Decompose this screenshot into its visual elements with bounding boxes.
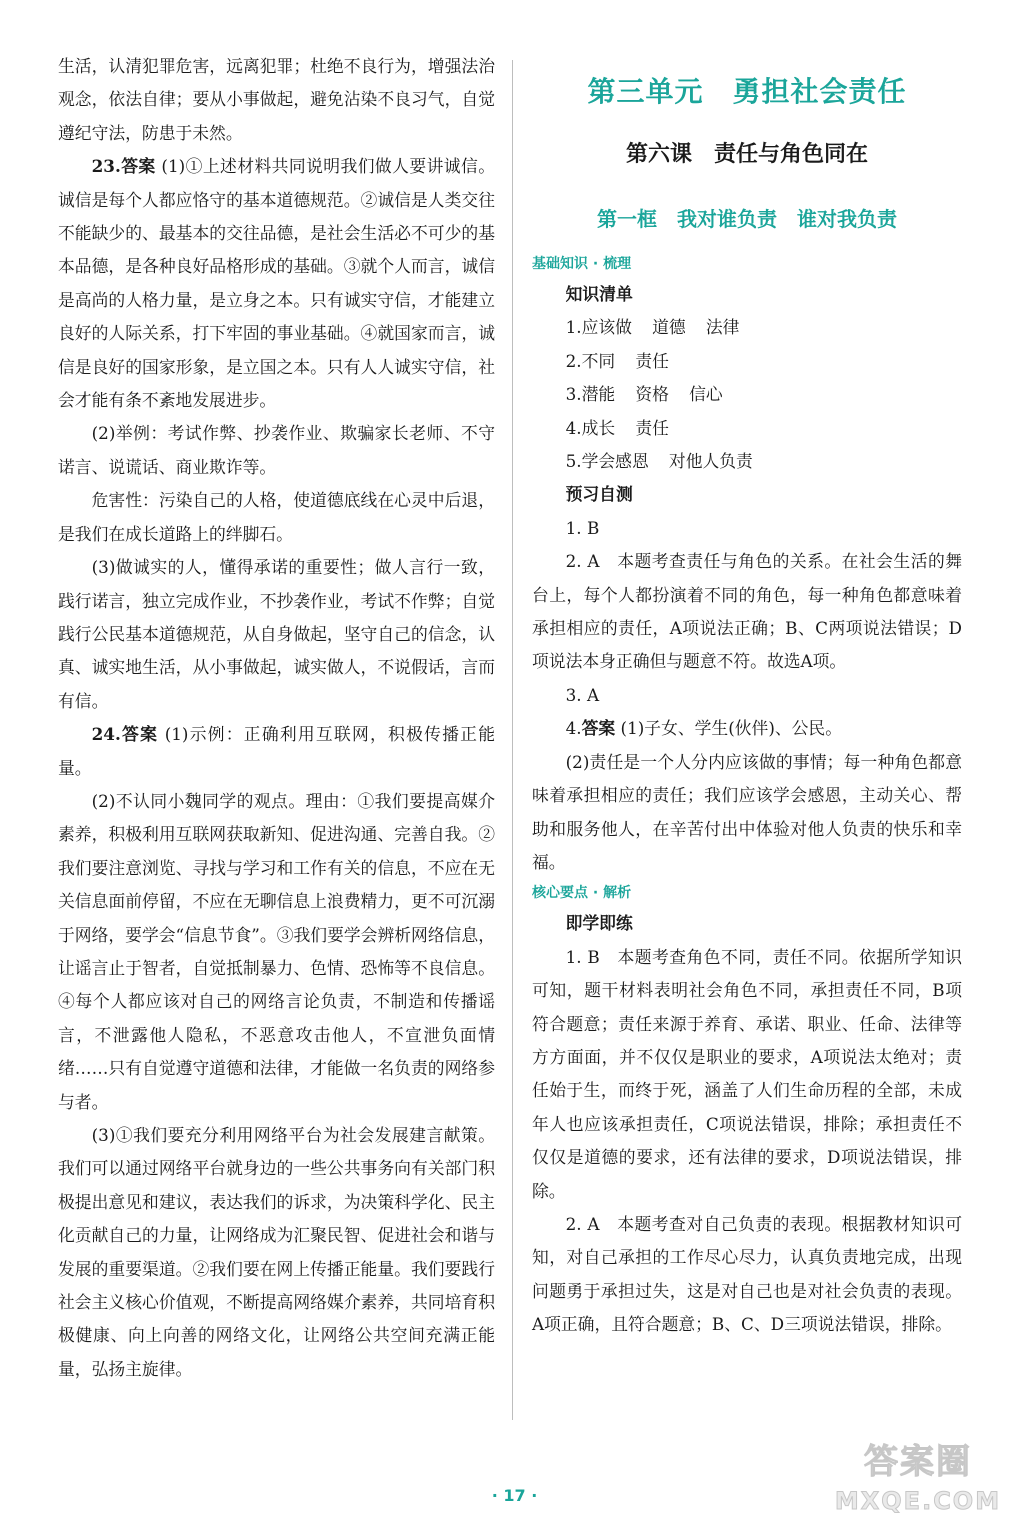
item-answer: 资格 <box>635 384 669 405</box>
item-answer: 不同 <box>581 350 616 371</box>
practice-answer-2: 2. A 本题考查对自己负责的表现。根据教材知识可知，对自己承担的工作尽心尽力，认真负责地完成，出现问题勇于承担过失，这是对自己也是对社会负责的表现。A项正确，且符合题意；B、C、D三项说法错误，排除。 <box>532 1213 962 1335</box>
answer-label: 答案 <box>120 724 159 745</box>
question-number: 24. <box>91 724 121 745</box>
preview-answer-4-part-2: (2)责任是一个人分内应该做的事情；每一种角色都意味着承担相应的责任；我们应该学会感恩，主动关心、帮助和服务他人，在辛苦付出中体验对他人负责的快乐和幸福。 <box>532 751 962 872</box>
watermark-text: 答案圈 <box>864 1442 972 1482</box>
item-number: 5. <box>565 451 582 472</box>
item-number: 4. <box>565 417 582 438</box>
subheading-knowledge-list: 知识清单 <box>565 284 633 304</box>
lesson-title: 第六课 责任与角色同在 <box>625 142 868 167</box>
knowledge-item <box>532 378 962 411</box>
question-number: 23. <box>91 156 121 177</box>
item-answer: 学会感恩 <box>581 451 649 472</box>
section-heading-core-points: 核心要点 · 解析 <box>532 885 632 902</box>
answer-label: 答案 <box>581 718 616 739</box>
answer-text: (1)子女、学生(伙伴)、公民。 <box>620 718 842 739</box>
continued-paragraph: 生活，认清犯罪危害，远离犯罪；杜绝不良行为，增强法治观念，依法自律；要从小事做起，避免沾染不良习气，自觉遵纪守法，防患于未然。 <box>58 56 495 143</box>
question-23-part-2: (2)举例：考试作弊、抄袭作业、欺骗家长老师、不守诺言、说谎话、商业欺诈等。 <box>58 423 495 477</box>
preview-answer-4 <box>532 712 962 745</box>
knowledge-item <box>532 445 962 478</box>
knowledge-item <box>532 345 962 378</box>
item-number: 2. <box>565 350 582 371</box>
item-answer: 道德 <box>652 317 686 338</box>
question-23-part-3: (3)做诚实的人，懂得承诺的重要性；做人言行一致，践行诺言，独立完成作业，不抄袭作业，考试不作弊；自觉践行公民基本道德规范，从自身做起，坚守自己的信念，认真、诚实地生活，从小事做起，诚实做人，不说假话，言而有信。 <box>58 557 495 711</box>
practice-answer-1: 1. B 本题考查角色不同，责任不同。依据所学知识可知，题干材料表明社会角色不同，承担责任不同，B项符合题意；责任来源于养育、承诺、职业、任命、法律等方方面面，并不仅仅是职业的要求，A项说法太绝对；责任始于生，而终于死，涵盖了人们生命历程的全部，未成年人也应该承担责任，C项说法错误，排除；承担责任不仅仅是道德的要求，还有法律的要求，D项说法错误，排除。 <box>532 946 962 1201</box>
item-answer: 对他人负责 <box>668 451 753 472</box>
item-answer: 潜能 <box>581 384 616 405</box>
section-heading-basics: 基础知识 · 梳理 <box>532 256 632 272</box>
question-24-answer <box>58 718 495 785</box>
question-number: 4. <box>565 718 582 739</box>
column-divider <box>512 60 513 1420</box>
question-24-part-3: (3)①我们要充分利用网络平台为社会发展建言献策。我们可以通过网络平台就身边的一些公共事务向有关部门积极提出意见和建议，表达我们的诉求，为决策科学化、民主化贡献自己的力量，让网络成为汇聚民智、促进社会和谐与发展的重要渠道。②我们要在网上传播正能量。我们要践行社会主义核心价值观，不断提高网络媒介素养，共同培育积极健康、向上向善的网络文化，让网络公共空间充满正能量，弘扬主旋律。 <box>58 1125 495 1379</box>
item-number: 3. <box>565 384 582 405</box>
item-answer: 责任 <box>635 350 669 371</box>
question-23-harm: 危害性：污染自己的人格，使道德底线在心灵中后退，是我们在成长道路上的绊脚石。 <box>58 490 495 544</box>
item-number: 1. <box>565 317 582 338</box>
watermark-url: MXQE.COM <box>834 1487 1002 1515</box>
item-answer: 法律 <box>705 317 740 338</box>
item-answer: 信心 <box>689 384 723 405</box>
watermark-logo <box>833 1434 1003 1522</box>
preview-answer-1: 1. B <box>565 517 600 538</box>
answer-label: 答案 <box>120 156 156 177</box>
answer-text: (1)①上述材料共同说明我们做人要讲诚信。诚信是每个人都应恪守的基本道德规范。②诚信是人类交往不能缺少的、最基本的交往品德，是社会生活必不可少的基本品德，是各种良好品格形成的基础。③就个人而言，诚信是高尚的人格力量，是立身之本。只有诚实守信，才能建立良好的人际关系，打下牢固的事业基础。④就国家而言，诚信是良好的国家形象，是立国之本。只有人人诚实守信，社会才能有条不紊地发展进步。 <box>58 156 495 411</box>
preview-answer-2: 2. A 本题考查责任与角色的关系。在社会生活的舞台上，每个人都扮演着不同的角色，每一种角色都意味着承担相应的责任，A项说法正确；B、C两项说法错误；D项说法本身正确但与题意不符。故选A项。 <box>532 551 962 672</box>
question-24-part-2: (2)不认同小魏同学的观点。理由：①我们要提高媒介素养，积极利用互联网获取新知、促进沟通、完善自我。②我们要注意浏览、寻找与学习和工作有关的信息，不应在无关信息面前停留，不应在无聊信息上浪费精力，更不可沉溺于网络，要学会“信息节食”。③我们要学会辨析网络信息，让谣言止于智者，自觉抵制暴力、色情、恐怖等不良信息。④每个人都应该对自己的网络言论负责，不制造和传播谣言，不泄露他人隐私，不恶意攻击他人，不宣泄负面情绪……只有自觉遵守道德和法律，才能做一名负责的网络参与者。 <box>58 790 495 1112</box>
item-answer: 责任 <box>635 417 669 438</box>
frame-title: 第一框 我对谁负责 谁对我负责 <box>597 207 897 231</box>
unit-title: 第三单元 勇担社会责任 <box>587 75 907 108</box>
item-answer: 应该做 <box>581 317 632 338</box>
preview-answer-3: 3. A <box>565 684 600 705</box>
subheading-preview-test: 预习自测 <box>565 484 633 505</box>
left-column <box>58 50 495 1386</box>
knowledge-item <box>532 412 962 445</box>
knowledge-item <box>532 311 962 344</box>
answer-text: (1)示例：正确利用互联网，积极传播正能量。 <box>58 724 495 778</box>
right-column <box>532 50 962 1342</box>
page-number: · 17 · <box>491 1486 538 1505</box>
subheading-practice: 即学即练 <box>565 913 633 934</box>
question-23-answer <box>58 150 495 417</box>
item-answer: 成长 <box>581 417 616 438</box>
